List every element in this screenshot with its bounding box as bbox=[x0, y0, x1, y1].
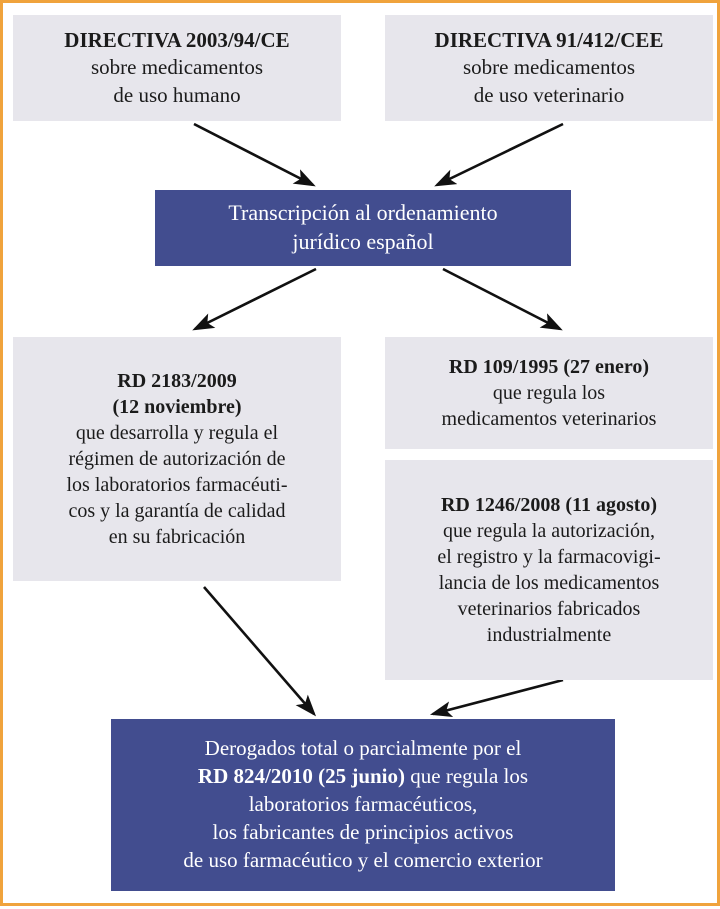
derogados-line2-rest: que regula los bbox=[405, 764, 529, 789]
derogados-line2-bold: RD 824/2010 (25 junio) bbox=[197, 764, 406, 789]
rd1246-line1: RD 1246/2008 (11 agosto) bbox=[440, 494, 658, 516]
arrow-rd2183-to-derogados bbox=[204, 587, 314, 714]
node-transcripcion bbox=[155, 190, 571, 266]
rd109-line3: medicamentos veterinarios bbox=[441, 408, 657, 430]
node-rd-2183-2009 bbox=[13, 337, 341, 581]
rd2183-line3: que desarrolla y regula el bbox=[75, 422, 279, 444]
derogados-line1: Derogados total o parcialmente por el bbox=[204, 736, 522, 761]
rd1246-line6: industrialmente bbox=[486, 624, 612, 646]
arrow-transcripcion-to-rd109 bbox=[443, 269, 560, 329]
directiva-humano-line1: DIRECTIVA 2003/94/CE bbox=[64, 28, 290, 53]
rd2183-line2: (12 noviembre) bbox=[112, 396, 242, 418]
arrow-transcripcion-to-rd2183 bbox=[195, 269, 316, 329]
rd2183-line4: régimen de autorización de bbox=[68, 448, 286, 470]
rd1246-line3: el registro y la farmacovigi- bbox=[437, 546, 661, 568]
rd1246-line2: que regula la autorización, bbox=[442, 520, 656, 542]
node-rd-1246-2008 bbox=[385, 460, 713, 680]
rd1246-line4: lancia de los medicamentos bbox=[438, 572, 660, 594]
node-rd-109-1995 bbox=[385, 337, 713, 449]
rd1246-line5: veterinarios fabricados bbox=[457, 598, 641, 620]
directiva-veterinario-line3: de uso veterinario bbox=[473, 82, 625, 107]
rd2183-line5: los laboratorios farmacéuti- bbox=[66, 474, 288, 496]
node-directiva-91-412-cee bbox=[385, 15, 713, 121]
directiva-humano-line2: sobre medicamentos bbox=[90, 55, 264, 80]
node-derogados-rd-824-2010 bbox=[111, 719, 615, 891]
rd2183-line6: cos y la garantía de calidad bbox=[68, 500, 286, 522]
rd2183-line7: en su fabricación bbox=[108, 526, 246, 548]
rd2183-line1: RD 2183/2009 bbox=[117, 370, 237, 392]
derogados-line3: laboratorios farmacéuticos, bbox=[248, 792, 478, 817]
arrow-veterinario-to-transcripcion bbox=[437, 124, 563, 185]
arrow-humano-to-transcripcion bbox=[194, 124, 313, 185]
directiva-veterinario-line1: DIRECTIVA 91/412/CEE bbox=[434, 28, 664, 53]
transcripcion-line1: Transcripción al ordenamiento bbox=[228, 200, 498, 226]
derogados-line2 bbox=[198, 763, 528, 791]
rd109-line2: que regula los bbox=[492, 382, 606, 404]
transcripcion-line2: jurídico español bbox=[292, 229, 434, 254]
directiva-veterinario-line2: sobre medicamentos bbox=[462, 55, 636, 80]
node-directiva-2003-94-ce bbox=[13, 15, 341, 121]
derogados-line5: de uso farmacéutico y el comercio exterior bbox=[183, 847, 543, 872]
derogados-line4: los fabricantes de principios activos bbox=[212, 819, 514, 844]
rd109-line1: RD 109/1995 (27 enero) bbox=[448, 356, 650, 378]
directiva-humano-line3: de uso humano bbox=[113, 82, 241, 107]
arrow-rd1246-to-derogados bbox=[433, 680, 563, 714]
